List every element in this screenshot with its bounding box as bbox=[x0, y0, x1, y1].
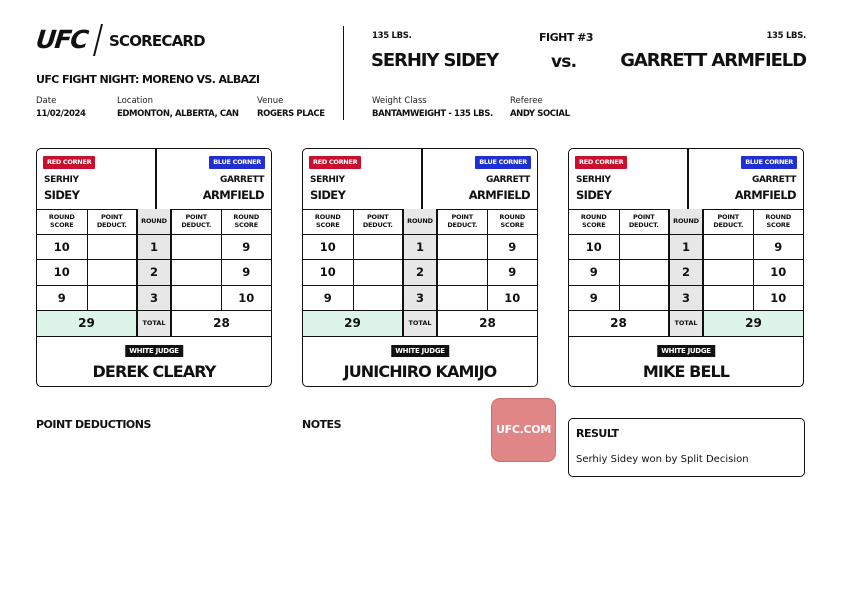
total-label: TOTAL bbox=[137, 311, 171, 337]
round-number: 1 bbox=[403, 234, 437, 260]
red-corner-badge: RED CORNER bbox=[575, 156, 627, 169]
blue-point-deduction bbox=[171, 285, 221, 311]
red-first-name: SERHIY bbox=[44, 175, 79, 185]
white-judge-badge: WHITE JUDGE bbox=[657, 345, 715, 357]
card-fighters bbox=[569, 149, 803, 210]
blue-point-deduction bbox=[437, 285, 487, 311]
fight-number: FIGHT #3 bbox=[539, 31, 594, 44]
venue-value: ROGERS PLACE bbox=[257, 109, 325, 119]
blue-corner-badge: BLUE CORNER bbox=[209, 156, 265, 169]
blue-round-score: 10 bbox=[753, 285, 803, 311]
red-point-deduction bbox=[353, 285, 403, 311]
round-row bbox=[303, 285, 537, 311]
blue-round-score: 9 bbox=[221, 260, 271, 286]
blue-point-deduction bbox=[171, 260, 221, 286]
blue-round-score: 9 bbox=[753, 234, 803, 260]
red-round-score: 9 bbox=[569, 285, 619, 311]
ufc-com-stamp: UFC.COM bbox=[491, 398, 556, 462]
point-deductions-heading: POINT DEDUCTIONS bbox=[36, 418, 151, 431]
round-number: 3 bbox=[137, 285, 171, 311]
blue-corner-badge: BLUE CORNER bbox=[741, 156, 797, 169]
blue-round-score: 10 bbox=[753, 260, 803, 286]
red-round-score-header: ROUND SCORE bbox=[303, 209, 353, 234]
score-header-row bbox=[37, 209, 271, 234]
red-last-name: SIDEY bbox=[44, 188, 80, 202]
card-fighters bbox=[303, 149, 537, 210]
round-number: 3 bbox=[403, 285, 437, 311]
red-weight: 135 LBS. bbox=[372, 31, 412, 41]
judge-name: MIKE BELL bbox=[642, 362, 730, 381]
round-number: 2 bbox=[669, 260, 703, 286]
result-text: Serhiy Sidey won by Split Decision bbox=[576, 454, 749, 465]
blue-round-score: 9 bbox=[487, 234, 537, 260]
vs-label: vs. bbox=[551, 52, 577, 72]
red-total: 29 bbox=[303, 311, 403, 337]
ufc-logo: UFC bbox=[34, 25, 89, 54]
result-title: RESULT bbox=[576, 427, 619, 440]
blue-point-deduction bbox=[703, 260, 753, 286]
red-round-score: 10 bbox=[303, 260, 353, 286]
blue-first-name: GARRETT bbox=[219, 175, 264, 185]
weight-class-label: Weight Class bbox=[372, 96, 427, 106]
red-round-score: 10 bbox=[37, 260, 87, 286]
round-number: 1 bbox=[137, 234, 171, 260]
date-value: 11/02/2024 bbox=[36, 109, 86, 119]
blue-point-deduct-header: POINT DEDUCT. bbox=[437, 209, 487, 234]
red-round-score-header: ROUND SCORE bbox=[37, 209, 87, 234]
blue-last-name: ARMFIELD bbox=[734, 188, 796, 202]
red-round-score: 10 bbox=[37, 234, 87, 260]
judge-card bbox=[302, 148, 538, 387]
notes-heading: NOTES bbox=[302, 418, 341, 431]
red-corner-badge: RED CORNER bbox=[309, 156, 361, 169]
blue-point-deduct-header: POINT DEDUCT. bbox=[703, 209, 753, 234]
total-row bbox=[569, 311, 803, 337]
round-number: 1 bbox=[669, 234, 703, 260]
red-point-deduct-header: POINT DEDUCT. bbox=[353, 209, 403, 234]
red-point-deduction bbox=[619, 260, 669, 286]
red-point-deduction bbox=[619, 234, 669, 260]
referee-value: ANDY SOCIAL bbox=[510, 109, 570, 119]
blue-first-name: GARRETT bbox=[751, 175, 796, 185]
red-first-name: SERHIY bbox=[576, 175, 611, 185]
round-row bbox=[37, 234, 271, 260]
blue-round-score: 9 bbox=[221, 234, 271, 260]
judge-card bbox=[36, 148, 272, 387]
blue-first-name: GARRETT bbox=[485, 175, 530, 185]
judge-card bbox=[568, 148, 804, 387]
red-total: 29 bbox=[37, 311, 137, 337]
red-point-deduction bbox=[353, 234, 403, 260]
blue-round-score: 9 bbox=[487, 260, 537, 286]
event-title: UFC FIGHT NIGHT: MORENO VS. ALBAZI bbox=[36, 73, 260, 86]
round-number: 2 bbox=[137, 260, 171, 286]
red-point-deduction bbox=[87, 285, 137, 311]
round-row bbox=[303, 260, 537, 286]
blue-fighter-name: GARRETT ARMFIELD bbox=[620, 50, 806, 71]
score-table bbox=[37, 209, 271, 337]
score-header-row bbox=[303, 209, 537, 234]
round-number: 2 bbox=[403, 260, 437, 286]
red-round-score: 9 bbox=[569, 260, 619, 286]
score-table bbox=[303, 209, 537, 337]
red-last-name: SIDEY bbox=[310, 188, 346, 202]
referee-label: Referee bbox=[510, 96, 543, 106]
blue-point-deduction bbox=[703, 234, 753, 260]
blue-point-deduction bbox=[437, 260, 487, 286]
red-fighter-name: SERHIY SIDEY bbox=[371, 50, 498, 71]
total-label: TOTAL bbox=[669, 311, 703, 337]
round-row bbox=[303, 234, 537, 260]
weight-class-value: BANTAMWEIGHT - 135 LBS. bbox=[372, 109, 493, 119]
blue-last-name: ARMFIELD bbox=[202, 188, 264, 202]
result-box bbox=[568, 418, 805, 477]
blue-round-score: 10 bbox=[221, 285, 271, 311]
red-round-score: 10 bbox=[569, 234, 619, 260]
red-point-deduction bbox=[353, 260, 403, 286]
total-label: TOTAL bbox=[403, 311, 437, 337]
location-value: EDMONTON, ALBERTA, CAN bbox=[117, 109, 239, 119]
round-row bbox=[569, 285, 803, 311]
blue-total: 28 bbox=[437, 311, 537, 337]
red-point-deduct-header: POINT DEDUCT. bbox=[619, 209, 669, 234]
red-last-name: SIDEY bbox=[576, 188, 612, 202]
venue-label: Venue bbox=[257, 96, 284, 106]
score-table bbox=[569, 209, 803, 337]
logo-divider bbox=[93, 24, 103, 56]
blue-round-score: 10 bbox=[487, 285, 537, 311]
blue-round-score-header: ROUND SCORE bbox=[487, 209, 537, 234]
round-row bbox=[569, 234, 803, 260]
scorecard-label: SCORECARD bbox=[109, 32, 205, 50]
red-round-score: 9 bbox=[37, 285, 87, 311]
corner-divider bbox=[421, 149, 423, 209]
card-fighters bbox=[37, 149, 271, 210]
blue-point-deduction bbox=[437, 234, 487, 260]
round-row bbox=[569, 260, 803, 286]
red-point-deduction bbox=[87, 260, 137, 286]
blue-round-score-header: ROUND SCORE bbox=[753, 209, 803, 234]
location-label: Location bbox=[117, 96, 153, 106]
white-judge-badge: WHITE JUDGE bbox=[125, 345, 183, 357]
red-first-name: SERHIY bbox=[310, 175, 345, 185]
score-header-row bbox=[569, 209, 803, 234]
judge-name: DEREK CLEARY bbox=[92, 362, 216, 381]
total-row bbox=[303, 311, 537, 337]
blue-point-deduction bbox=[171, 234, 221, 260]
white-judge-badge: WHITE JUDGE bbox=[391, 345, 449, 357]
judge-name: JUNICHIRO KAMIJO bbox=[343, 362, 497, 381]
blue-weight: 135 LBS. bbox=[766, 31, 806, 41]
blue-point-deduction bbox=[703, 285, 753, 311]
blue-point-deduct-header: POINT DEDUCT. bbox=[171, 209, 221, 234]
red-point-deduction bbox=[619, 285, 669, 311]
red-round-score: 10 bbox=[303, 234, 353, 260]
round-row bbox=[37, 285, 271, 311]
corner-divider bbox=[687, 149, 689, 209]
red-point-deduct-header: POINT DEDUCT. bbox=[87, 209, 137, 234]
round-header: ROUND bbox=[137, 209, 171, 234]
round-number: 3 bbox=[669, 285, 703, 311]
blue-round-score-header: ROUND SCORE bbox=[221, 209, 271, 234]
red-round-score-header: ROUND SCORE bbox=[569, 209, 619, 234]
round-header: ROUND bbox=[669, 209, 703, 234]
round-row bbox=[37, 260, 271, 286]
red-total: 28 bbox=[569, 311, 669, 337]
blue-last-name: ARMFIELD bbox=[468, 188, 530, 202]
total-row bbox=[37, 311, 271, 337]
red-point-deduction bbox=[87, 234, 137, 260]
round-header: ROUND bbox=[403, 209, 437, 234]
date-label: Date bbox=[36, 96, 57, 106]
header-divider bbox=[343, 26, 344, 120]
corner-divider bbox=[155, 149, 157, 209]
red-corner-badge: RED CORNER bbox=[43, 156, 95, 169]
blue-corner-badge: BLUE CORNER bbox=[475, 156, 531, 169]
blue-total: 28 bbox=[171, 311, 271, 337]
blue-total: 29 bbox=[703, 311, 803, 337]
red-round-score: 9 bbox=[303, 285, 353, 311]
